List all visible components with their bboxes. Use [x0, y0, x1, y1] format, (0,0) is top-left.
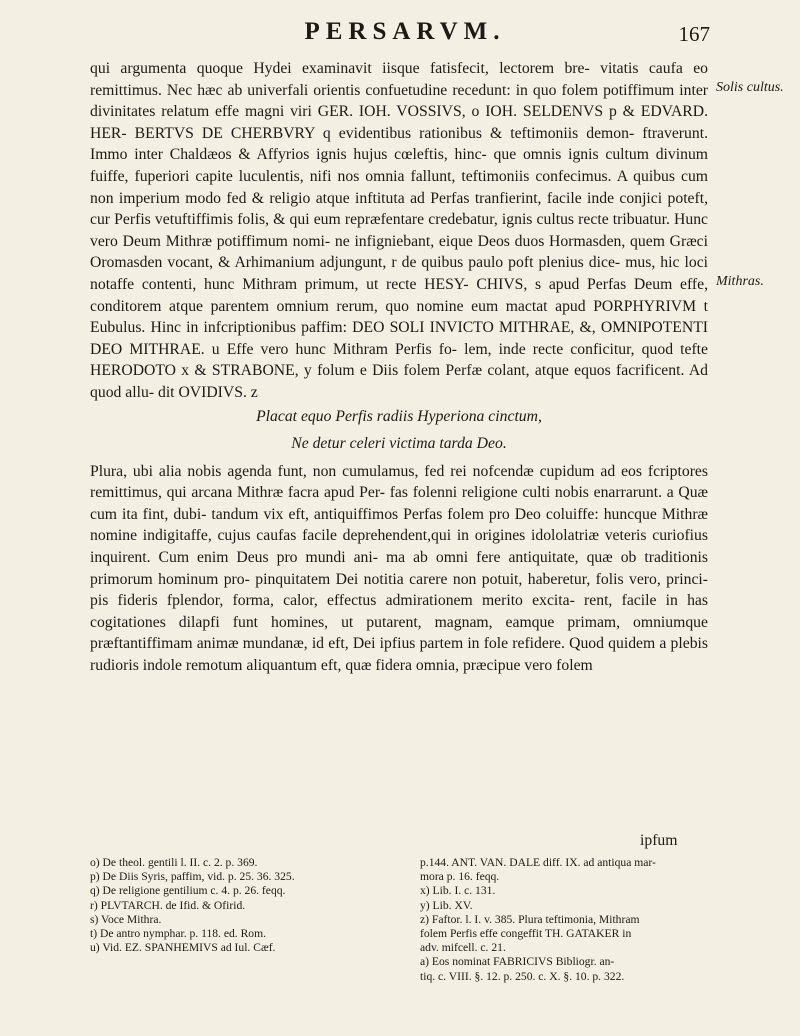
- text-line: fas folenni religione culti nobis enarrarunt. a Quæ cum ita fint, dubi-: [90, 484, 709, 523]
- text-line: Hinc in infcriptionibus paffim: DEO SOLI INVICTO MITHRAE, &,: [150, 319, 596, 337]
- text-line: qui argumenta quoque Hydei examinavit iisque fatisfecit, lectorem bre-: [90, 60, 590, 77]
- footnote: tiq. c. VIII. §. 12. p. 250. c. X. §. 10. p. 322.: [420, 969, 625, 983]
- footnote: t) De antro nymphar. p. 118. ed. Rom.: [90, 927, 267, 941]
- footnote: p.144. ANT. VAN. DALE diff. IX. ad antiqua mar-: [420, 856, 656, 869]
- footnotes-right-column: [420, 856, 730, 984]
- main-text: [90, 58, 708, 677]
- page-header: [0, 18, 800, 54]
- footnote: q) De religione gentilium c. 4. p. 26. feqq.: [90, 884, 286, 898]
- text-line: vocant, & Arhimanium adjungunt, r de quibus paulo poft plenius dice-: [167, 254, 621, 272]
- text-line: viri GER. IOH. VOSSIVS, o IOH. SELDENVS p & EDVARD. HER-: [90, 103, 708, 142]
- footnote: y) Lib. XV.: [420, 898, 473, 912]
- footnote: mora p. 16. feqq.: [420, 870, 500, 884]
- margin-note-solis-cultus: Solis cultus.: [716, 80, 784, 95]
- text-line: OMNIPOTENTI DEO MITHRAE. u Effe vero hunc Mithram Perfis fo-: [90, 319, 708, 358]
- text-line: ftraverunt. Immo inter Chaldæos & Affyrios ignis hujus cœleftis, hinc-: [90, 124, 709, 164]
- text-line: pinquitatem Dei notitia carere non potuit, haberetur, folis vero, princi-: [255, 570, 708, 588]
- text-line: BERTVS DE CHERBVRY q evidentibus rationibus & teftimoniis demon-: [134, 124, 635, 142]
- footnote: z) Faftor. l. I. v. 385. Plura teftimonia, Mithram: [420, 912, 640, 926]
- paragraph-1: [90, 58, 708, 404]
- text-line: pis fideris fplendor, forma, calor, effectus admirationem merito excita-: [90, 592, 575, 610]
- text-line: idololatriæ veteris curiofius inquirent. Cum enim Deus pro mundi ani-: [90, 527, 708, 567]
- text-line: ignis cultus recte tribuatur. Hunc vero Deum Mithræ potiffimum nomi-: [90, 211, 708, 250]
- text-line: cupidum ad eos fcriptores remittimus, qui arcana Mithræ facra apud Per-: [90, 462, 708, 502]
- catchword: ipfum: [640, 832, 678, 849]
- footnote: a) Eos nominat FABRICIVS Bibliogr. an-: [420, 955, 615, 969]
- text-line: id eft, Dei ipfius partem in fole refidere. Quod quidem a plebis rudioris: [90, 635, 709, 675]
- text-line: Plura, ubi alia nobis agenda funt, non cumulamus, fed rei nofcendæ: [90, 462, 534, 480]
- text-line: rent, facile in has cogitationes dilapfi funt homines, ut putarent,: [90, 592, 708, 631]
- text-line: nos omnia fallunt, teftimoniis confecimus. A quibus cum non imperium: [90, 167, 708, 207]
- footnote: x) Lib. I. c. 131.: [420, 884, 496, 898]
- text-line: Mithræ nomine indigitaffe, cujus caufas facile deprehendent,qui in origines: [90, 505, 709, 545]
- text-line: indole remotum aliquantum eft, quæ fidera omnia, præcipue vero folem: [142, 657, 593, 675]
- text-line: poteft, cur Perfis vetuftiffimis folis, & qui eum repræfentare credebatur,: [90, 189, 709, 229]
- text-line: mus, hic loci notaffe contenti, hunc Mithram primum, ut recte HESY-: [90, 254, 709, 293]
- verse-line: Placat equo Perfis radiis Hyperiona cinctum,: [256, 407, 542, 425]
- footnote: o) De theol. gentili l. II. c. 2. p. 369.: [90, 856, 258, 869]
- page-number: 167: [678, 22, 710, 46]
- footnote: s) Voce Mithra.: [90, 912, 162, 926]
- text-line: tandum vix eft, antiquiffimos Perfas folem pro Deo coluiffe: huncque: [211, 505, 657, 523]
- text-line: rerum, quo nomine eum mactat apud PORPHYRIVM t Eubulus.: [90, 297, 709, 337]
- footnote: folem Perfis effe congeffit TH. GATAKER in: [420, 927, 632, 941]
- verse-line: Ne detur celeri victima tarda Deo.: [291, 435, 507, 453]
- footnote: u) Vid. EZ. SPANHEMIVS ad Iul. Cæf.: [90, 941, 276, 955]
- text-line: CHIVS, s apud Perfas Deum effe, conditorem atque parentem omnium: [90, 275, 708, 315]
- text-line: ne infigniebant, eique Deos duos Hormasden, quem Græci Oromasden: [90, 232, 709, 272]
- text-line: folum e Diis folem Perfæ colant, atque equos facrificent. Ad quod allu-: [90, 362, 708, 401]
- text-line: lem, inde recte conficitur, quod tefte HERODOTO x & STRABONE, y: [90, 340, 708, 380]
- text-line: modo fed & religio atque inftituta ad Perfas tranfierint, facile inde conjici: [185, 189, 663, 207]
- footnote: adv. mifcell. c. 21.: [420, 941, 506, 955]
- text-line: magnam, eamque primam, omniumque præftantiffimam animæ mundanæ,: [90, 613, 708, 653]
- text-line: ma ab omni fere antiquitate, quæ ob traditionis primorum hominum pro-: [90, 549, 709, 588]
- verse-quotation: [90, 406, 708, 455]
- text-line: que omnis ignis cultum divinum fuiffe, fuperiori capite luculentis, nifi: [90, 146, 708, 185]
- text-line: recedunt: in quo folem potiffimum inter divinitates relatum effe magni: [90, 81, 709, 121]
- text-line: dit OVIDIVS. z: [157, 383, 258, 401]
- running-title: PERSARVM.: [304, 18, 506, 45]
- paragraph-2: [90, 461, 708, 677]
- margin-note-mithras: Mithras.: [716, 274, 764, 289]
- text-line: vitatis caufa eo remittimus. Nec hæc ab univerfali orientis confuetudine: [90, 60, 708, 99]
- footnote: r) PLVTARCH. de Ifid. & Ofirid.: [90, 898, 246, 912]
- footnote: p) De Diis Syris, paffim, vid. p. 25. 36. 325.: [90, 870, 295, 884]
- footnotes-left-column: [90, 856, 400, 955]
